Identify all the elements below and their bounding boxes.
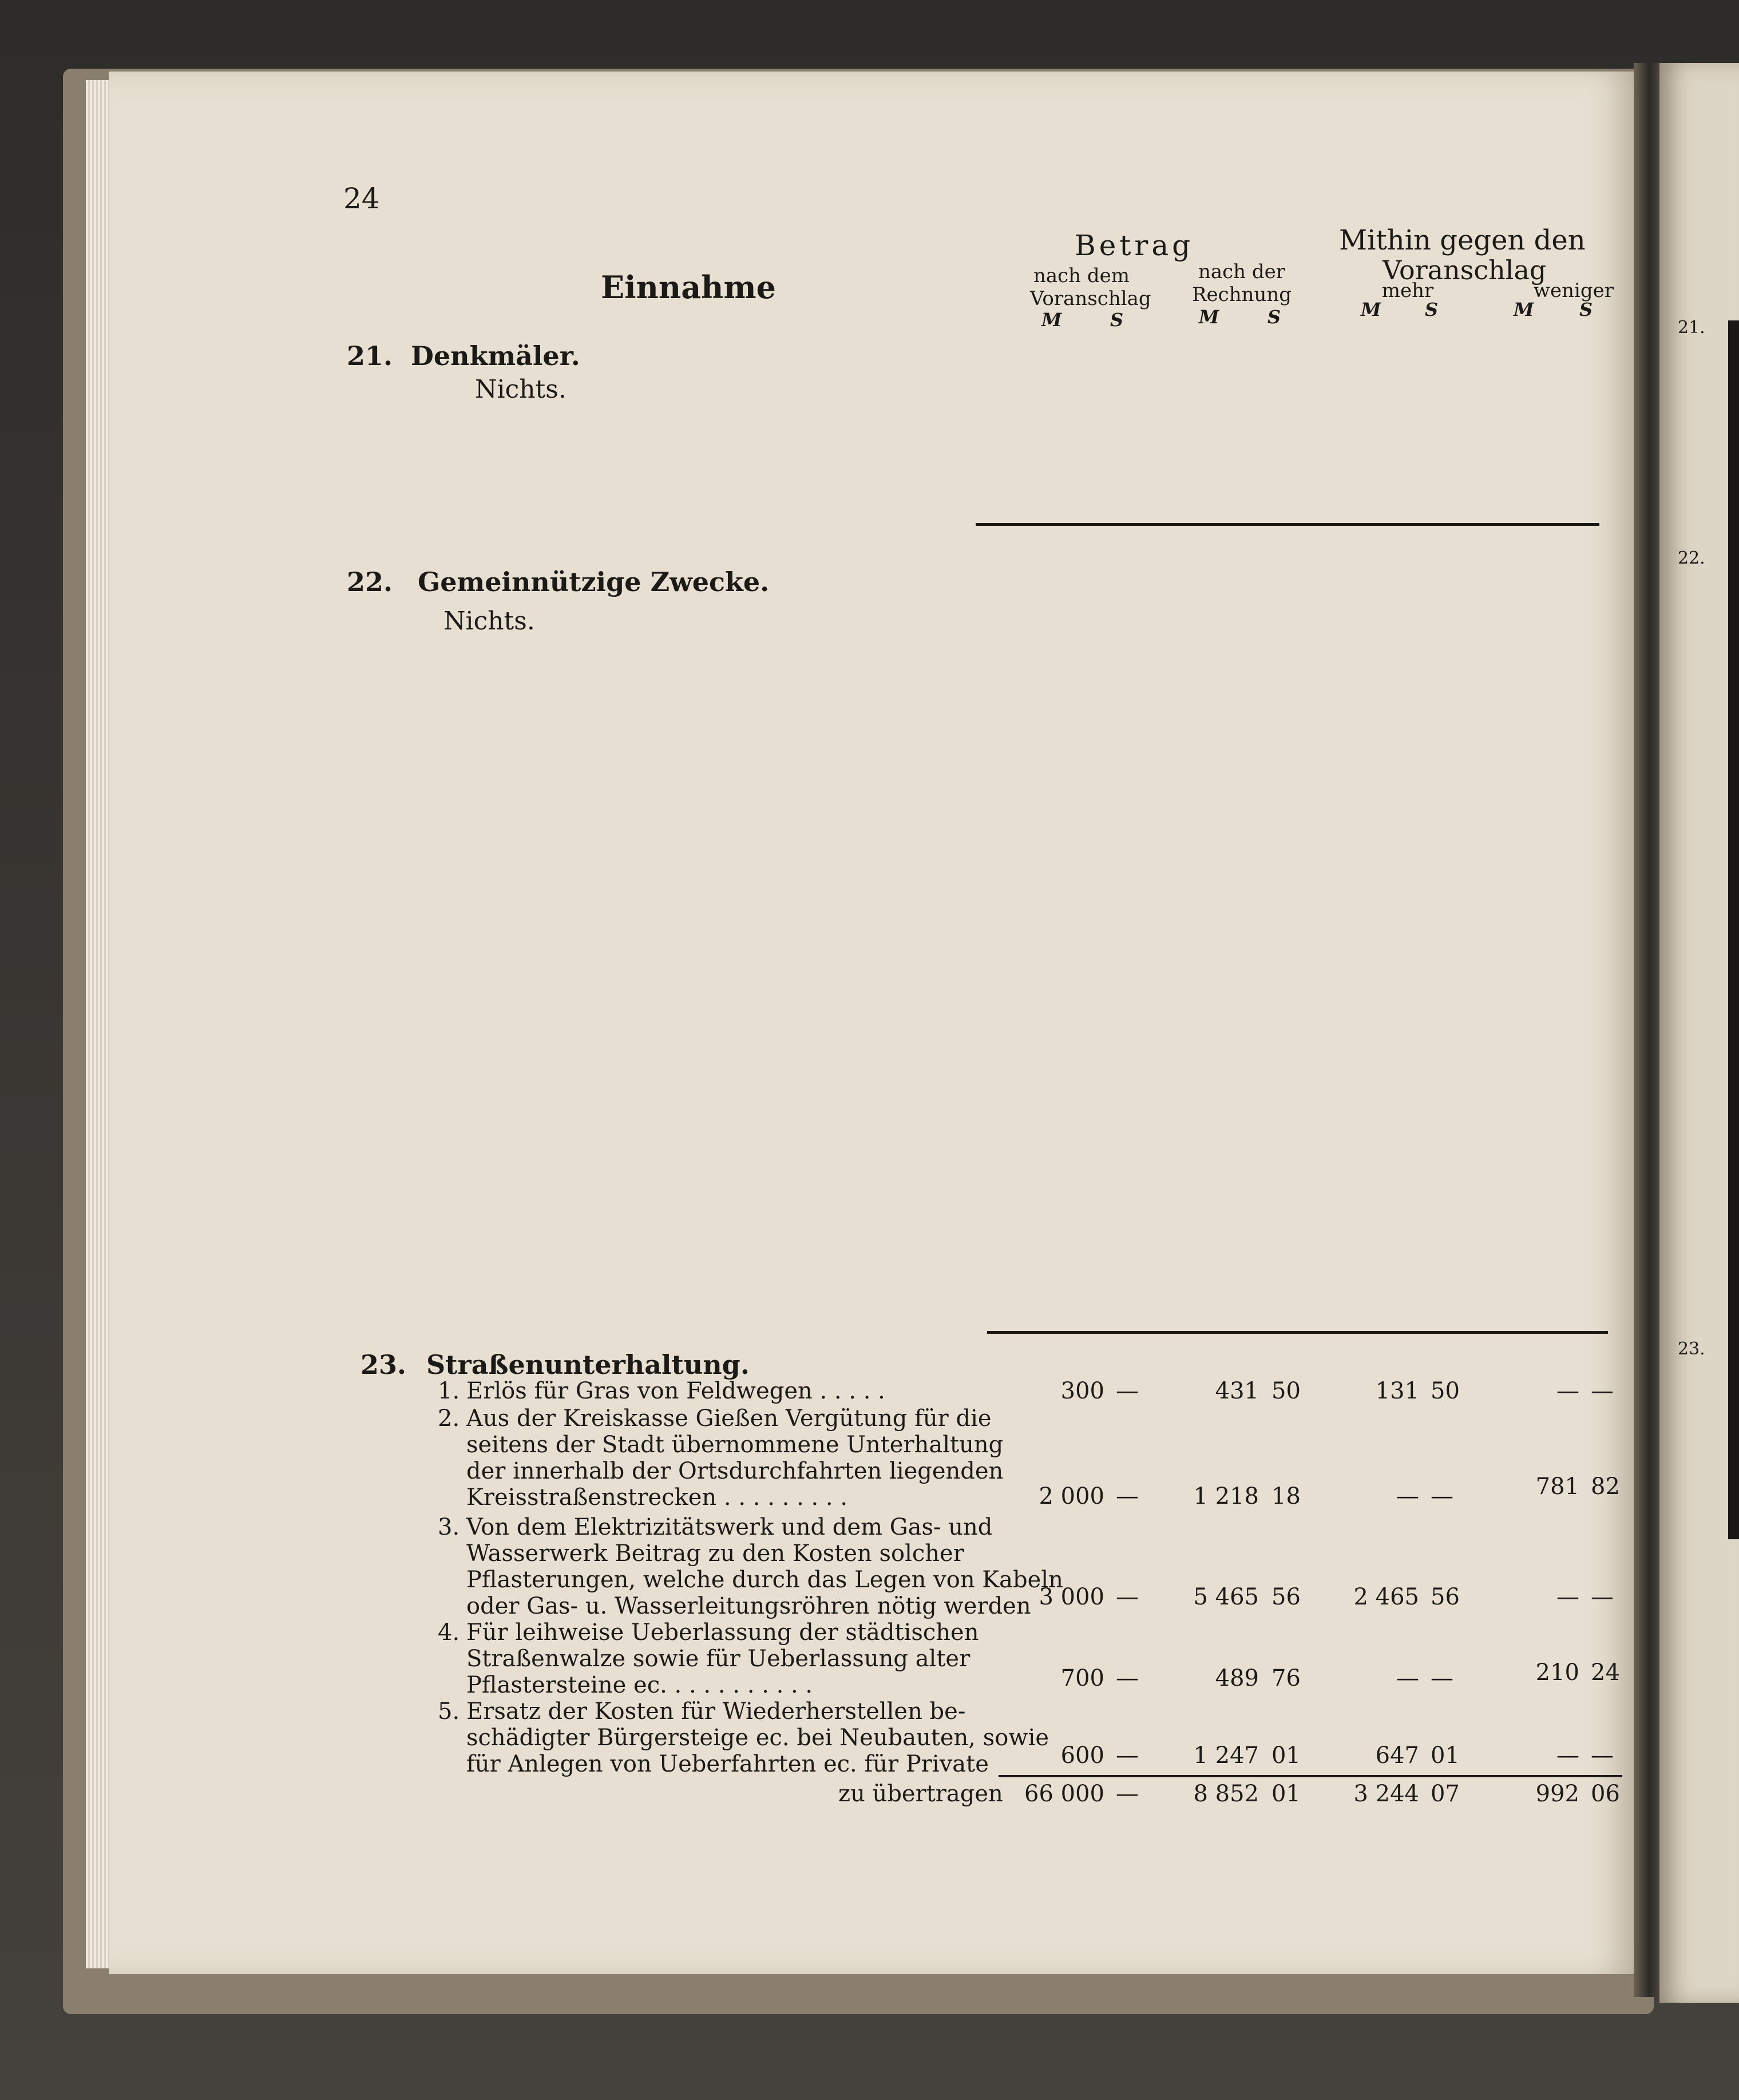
col-rechnung-header [1190,260,1293,306]
item-2-rechnung: 1 218 [1193,1483,1259,1509]
section-21-rule [976,523,1599,526]
item-5-line: für Anlegen von Ueberfahrten ec. für Private [466,1751,989,1777]
betrag-heading: Betrag [1075,229,1194,262]
item-1-weniger-pf: — [1591,1378,1614,1404]
item-2-mehr-pf: — [1431,1483,1453,1509]
item-1-voranschlag: 300 [1060,1378,1104,1404]
item-5-voranschlag: 600 [1060,1742,1104,1769]
pfennig-symbol-rechnung: S [1267,306,1281,328]
total-weniger: 992 [1535,1781,1579,1807]
item-1-rechnung-pf: 50 [1271,1378,1301,1404]
pfennig-symbol-voranschlag: S [1110,309,1124,331]
next-page-number-22: 22. [1678,548,1705,568]
item-5-weniger: — [1556,1742,1579,1769]
item-5-mehr-pf: 01 [1431,1742,1460,1769]
voranschlag-label: Voranschlag [1030,287,1151,310]
item-5-text [466,1698,1049,1777]
mark-symbol-rechnung: M [1199,306,1219,328]
item-4-line: Straßenwalze sowie für Ueberlassung alter [466,1646,970,1672]
item-5-voranschlag-pf: — [1116,1742,1139,1769]
next-page-number-23: 23. [1678,1339,1705,1359]
item-3-voranschlag: 3 000 [1039,1584,1104,1610]
next-page-number-21: 21. [1678,318,1705,338]
section-22-note: Nichts. [443,607,535,636]
einnahme-heading: Einnahme [601,269,776,306]
item-3-line: Von dem Elektrizitätswerk und dem Gas- und [466,1514,993,1540]
item-3-weniger: — [1556,1584,1579,1610]
item-5-line: Ersatz der Kosten für Wiederherstellen be- [466,1698,966,1725]
total-rechnung: 8 852 [1193,1781,1259,1807]
item-2-rechnung-pf: 18 [1271,1483,1301,1509]
item-3-number: 3. [438,1514,460,1540]
total-rule [999,1775,1622,1777]
item-1-weniger: — [1556,1378,1579,1404]
item-3-mehr: 2 465 [1353,1584,1419,1610]
item-2-line: Kreisstraßenstrecken . . . . . . . . . [466,1484,848,1511]
item-1-voranschlag-pf: — [1116,1378,1139,1404]
mark-symbol-voranschlag: M [1041,309,1062,331]
item-5-mehr: 647 [1375,1742,1419,1769]
mark-symbol-weniger: M [1514,299,1534,320]
item-2-line: der innerhalb der Ortsdurchfahrten liegenden [466,1458,1004,1484]
item-2-weniger: 781 [1535,1473,1579,1500]
total-label: zu übertragen [838,1781,1003,1807]
item-1-mehr-pf: 50 [1431,1378,1460,1404]
item-2-voranschlag: 2 000 [1039,1483,1104,1509]
item-2-voranschlag-pf: — [1116,1483,1139,1509]
item-4-voranschlag-pf: — [1116,1665,1139,1691]
item-2-line: Aus der Kreiskasse Gießen Vergütung für die [466,1405,992,1432]
rechnung-label: Rechnung [1191,283,1292,306]
total-voranschlag: 66 000 [1024,1781,1104,1807]
total-mehr-pf: 07 [1431,1781,1460,1807]
item-4-weniger-pf: 24 [1591,1659,1620,1686]
item-3-weniger-pf: — [1591,1584,1614,1610]
pfennig-symbol-mehr: S [1425,299,1439,320]
item-5-weniger-pf: — [1591,1742,1614,1769]
item-2-text [466,1405,1003,1511]
total-rechnung-pf: 01 [1271,1781,1301,1807]
item-5-number: 5. [438,1698,460,1725]
weniger-label: weniger [1533,279,1614,302]
item-4-voranschlag: 700 [1060,1665,1104,1691]
section-22-rule [987,1331,1608,1334]
item-4-number: 4. [438,1619,460,1646]
item-4-line: Für leihweise Ueberlassung der städtischen [466,1619,979,1646]
col-voranschlag-header [1030,264,1151,310]
item-5-rechnung-pf: 01 [1271,1742,1301,1769]
item-4-mehr-pf: — [1431,1665,1453,1691]
item-3-line: Pflasterungen, welche durch das Legen von Kabeln [466,1567,1063,1593]
item-5-rechnung: 1 247 [1193,1742,1259,1769]
section-23-title: Straßenunterhaltung. [426,1349,750,1380]
nach-dem-label: nach dem [1033,264,1130,287]
book-gutter [1634,63,1659,1997]
total-mehr: 3 244 [1353,1781,1419,1807]
item-3-line: Wasserwerk Beitrag zu den Kosten solcher [466,1540,964,1567]
pfennig-symbol-weniger: S [1579,299,1593,320]
section-21-number: 21. [347,340,393,371]
total-weniger-pf: 06 [1591,1781,1620,1807]
item-2-weniger-pf: 82 [1591,1473,1620,1500]
item-1-text [466,1378,885,1404]
item-1-mehr: 131 [1375,1378,1419,1404]
nach-der-label: nach der [1198,260,1286,283]
item-4-weniger: 210 [1535,1659,1579,1686]
item-1-rechnung: 431 [1215,1378,1259,1404]
item-2-line: seitens der Stadt übernommene Unterhaltung [466,1432,1004,1458]
item-5-line: schädigter Bürgersteige ec. bei Neubauten, sowie [466,1725,1049,1751]
next-page-edge [1659,63,1739,2003]
item-3-voranschlag-pf: — [1116,1584,1139,1610]
item-3-rechnung-pf: 56 [1271,1584,1301,1610]
item-3-line: oder Gas- u. Wasserleitungsröhren nötig werden [466,1593,1031,1619]
mehr-label: mehr [1381,279,1434,302]
mark-symbol-mehr: M [1361,299,1381,320]
section-21-note: Nichts. [475,375,567,404]
item-2-mehr: — [1396,1483,1419,1509]
item-3-text [466,1514,1063,1619]
item-3-rechnung: 5 465 [1193,1584,1259,1610]
mithin-heading-line2: Voranschlag [1383,255,1547,286]
item-1-number: 1. [438,1378,460,1404]
next-page-shadow [1728,320,1739,1539]
section-22-title: Gemeinnützige Zwecke. [418,566,770,597]
section-21-title: Denkmäler. [411,340,580,371]
item-4-line: Pflastersteine ec. . . . . . . . . . . [466,1672,813,1698]
item-1-line: Erlös für Gras von Feldwegen . . . . . [466,1378,885,1404]
item-4-mehr: — [1396,1665,1419,1691]
mithin-heading-line1: Mithin gegen den [1339,224,1586,256]
total-voranschlag-pf: — [1116,1781,1139,1807]
item-4-rechnung-pf: 76 [1271,1665,1301,1691]
item-2-number: 2. [438,1405,460,1432]
item-3-mehr-pf: 56 [1431,1584,1460,1610]
section-23-number: 23. [361,1349,407,1380]
item-4-text [466,1619,979,1698]
item-4-rechnung: 489 [1215,1665,1259,1691]
section-22-number: 22. [347,566,393,597]
page-number: 24 [343,182,380,215]
